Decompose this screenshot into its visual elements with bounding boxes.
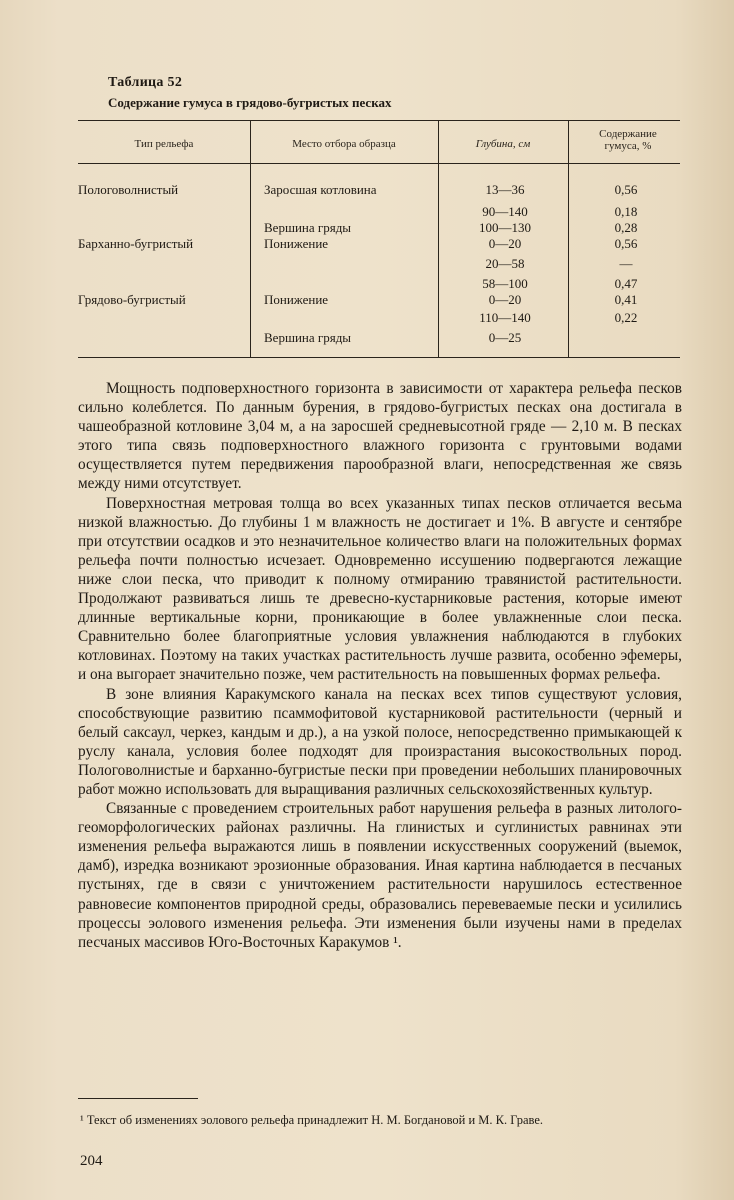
table-cell-depth: 13—36 <box>485 182 525 197</box>
footnote-rule <box>78 1098 198 1099</box>
table-cell-depth: 100—130 <box>479 220 531 235</box>
column-divider <box>250 120 251 357</box>
table-cell-humus: 0,22 <box>614 310 638 325</box>
column-divider <box>438 120 439 357</box>
header-relief: Тип рельефа <box>134 138 194 150</box>
table-cell-relief: Грядово-бугристый <box>78 292 186 307</box>
table-title: Содержание гумуса в грядово-бугристых песках <box>108 95 392 110</box>
table-bottom-rule <box>78 357 680 358</box>
table-cell-humus: 0,28 <box>614 220 638 235</box>
table-cell-humus: 0,18 <box>614 204 638 219</box>
table-cell-depth: 20—58 <box>485 256 525 271</box>
paragraph: Мощность подповерхностного горизонта в зависимости от характера рельефа песков сильно колеблется. По данным бурения, в грядово-бугристых песках она достигала в чашеобразной котловине 3,04 м, а на заросшей средневысотной гряде — 2,10 м. В песках этого типа связь подповерхностного влажного горизонта с грунтовыми водами осуществляется путем передвижения парообразной влаги, непосредственная же связь между ними отсутствует. <box>78 380 682 493</box>
paragraph: Поверхностная метровая толща во всех указанных типах песков отличается весьма низкой влажностью. До глубины 1 м влажность не достигает и 1%. В августе и сентябре при отсутствии осадков и это незначительное количество влаги на положительных формах рельефа почти полностью исчезает. Одновременно иссушению подвергаются лежащие ниже слои песка, что приводит к полному отмиранию травянистой растительности. Продолжают развиваться лишь те древесно-кустарниковые растения, которые имеют длинные вертикальные корни, проникающие в более увлажненные слои песка. Сравнительно более благоприятные условия увлажнения наблюдаются в глубоких котловинах. Поэтому на таких участках растительность лучше развита, особенно эфемеры, и она выгорает значительно позже, чем растительность на повышенных формах рельефа. <box>78 494 682 684</box>
table-cell-place: Вершина гряды <box>264 330 352 345</box>
table-cell-place: Понижение <box>264 236 329 251</box>
header-depth: Глубина, см <box>475 138 531 150</box>
column-divider <box>568 120 569 357</box>
table-cell-depth: 0—20 <box>488 292 522 307</box>
page-number: 204 <box>80 1153 103 1169</box>
footnote: ¹ Текст об изменениях эолового рельефа принадлежит Н. М. Богдановой и М. К. Граве. <box>80 1113 544 1127</box>
table-cell-humus: — <box>619 256 633 271</box>
body-text <box>78 379 682 952</box>
table-cell-humus: 0,41 <box>614 292 638 307</box>
table-cell-depth: 90—140 <box>482 204 528 219</box>
table-cell-humus: 0,56 <box>614 236 638 251</box>
table-cell-place: Вершина гряды <box>264 220 352 235</box>
table-cell-humus: 0,47 <box>614 276 638 291</box>
paragraph: В зоне влияния Каракумского канала на песках всех типов существуют условия, способствующие развитию псаммофитовой кустарниковой растительности (черный и белый саксаул, черкез, кандым и др.), а на узкой полосе, непосредственно примыкающей к руслу канала, условия более подходят для произрастания высокоствольных пород. Пологоволнистые и барханно-бугристые пески при проведении небольших планировочных работ можно использовать для выращивания различных сельскохозяйственных культур. <box>78 685 682 798</box>
table-cell-relief: Барханно-бугристый <box>78 236 194 251</box>
header-place: Место отбора образца <box>292 138 396 150</box>
table-top-rule <box>78 120 680 121</box>
table-cell-depth: 0—20 <box>488 236 522 251</box>
table-cell-depth: 58—100 <box>482 276 528 291</box>
table-cell-depth: 0—25 <box>488 330 522 345</box>
header-humus: Содержание гумуса, % <box>599 128 657 152</box>
table-cell-relief: Пологоволнистый <box>78 182 179 197</box>
table-cell-humus: 0,56 <box>614 182 638 197</box>
table-caption <box>108 75 688 111</box>
paragraph: Связанные с проведением строительных работ нарушения рельефа в разных литолого-геоморфологических районах различны. На глинистых и суглинистых равнинах эти изменения рельефа выражаются лишь в появлении искусственных сооружений (выемок, дамб), изредка возникают эрозионные образования. Иная картина наблюдается в песчаных пустынях, где в связи с уничтожением растительности нарушилось естественное равновесие компонентов природной среды, образовались перевеваемые пески и усилились процессы эолового изменения рельефа. Эти изменения были изучены нами в пределах песчаных массивов Юго-Восточных Каракумов ¹. <box>78 800 682 951</box>
table-number: Таблица 52 <box>108 75 183 90</box>
table-cell-place: Заросшая котловина <box>264 182 377 197</box>
table-cell-place: Понижение <box>264 292 329 307</box>
table-cell-depth: 110—140 <box>479 310 531 325</box>
table-header-rule <box>78 163 680 164</box>
